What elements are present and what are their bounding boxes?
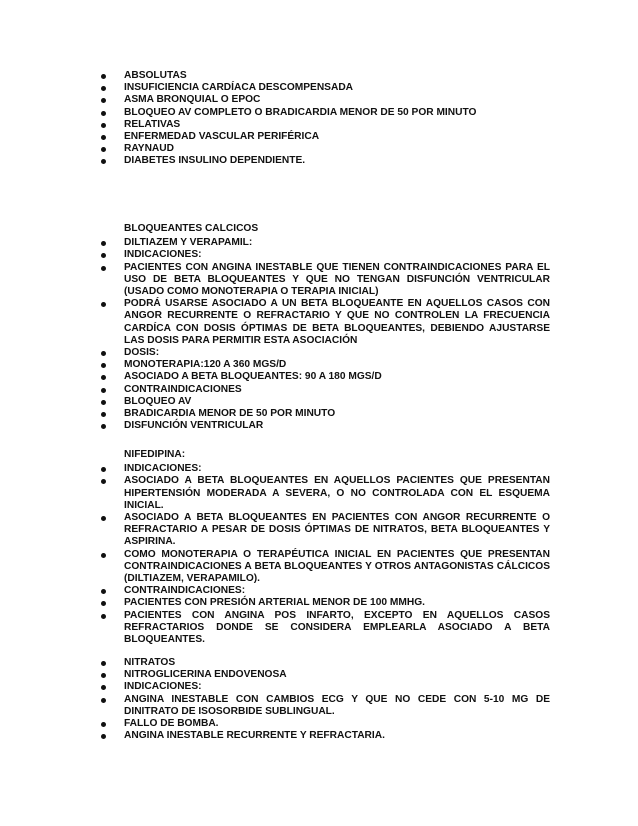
list-item: ANGINA INESTABLE CON CAMBIOS ECG Y QUE NO CEDE CON 5-10 MG DE DINITRATO DE ISOSORBIDE SUBLINGUAL. [0,694,550,718]
bullet-icon [101,516,106,521]
list-item: CONTRAINDICACIONES [0,384,550,396]
bullet-icon [101,388,106,393]
bullet-icon [101,412,106,417]
bullet-icon [101,424,106,429]
bullet-icon [101,147,106,152]
list-item: COMO MONOTERAPIA O TERAPÉUTICA INICIAL EN PACIENTES QUE PRESENTAN CONTRAINDICACIONES A BETA BLOQUEANTES Y OTROS ANTAGONISTAS CÁLCICOS (DILTIAZEM, VERAPAMILO). [0,549,550,586]
list-item: ASOCIADO A BETA BLOQUEANTES EN PACIENTES CON ANGOR RECURRENTE O REFRACTARIO A PESAR DE DOSIS ÓPTIMAS DE NITRATOS, BETA BLOQUEANTES Y ASPIRINA. [0,512,550,549]
list-item: MONOTERAPIA:120 A 360 MGS/D [0,359,550,371]
list-item: DILTIAZEM Y VERAPAMIL: [0,237,550,249]
bullet-icon [101,123,106,128]
list-item: INDICACIONES: [0,681,550,693]
bullet-icon [101,86,106,91]
list-item: BLOQUEO AV COMPLETO O BRADICARDIA MENOR DE 50 POR MINUTO [0,107,550,119]
bullet-icon [101,351,106,356]
bullet-icon [101,661,106,666]
list-item: PACIENTES CON ANGINA INESTABLE QUE TIENEN CONTRAINDICACIONES PARA EL USO DE BETA BLOQUEANTES Y QUE NO TENGAN DISFUNCIÓN VENTRICULAR (USADO COMO MONOTERAPIA O TERAPIA INICIAL) [0,262,550,299]
bullet-icon [101,467,106,472]
bullet-icon [101,74,106,79]
bullet-icon [101,375,106,380]
list-item: RAYNAUD [0,143,550,155]
bullet-icon [101,589,106,594]
bullet-icon [101,135,106,140]
calcium-blockers-list [0,237,638,432]
bullet-icon [101,479,106,484]
bullet-icon [101,601,106,606]
list-item: DISFUNCIÓN VENTRICULAR [0,420,550,432]
bullet-icon [101,98,106,103]
list-item: ASOCIADO A BETA BLOQUEANTES EN AQUELLOS PACIENTES QUE PRESENTAN HIPERTENSIÓN MODERADA A SEVERA, O NO CONTROLADA CON EL ESQUEMA INICIAL. [0,475,550,512]
section-heading: BLOQUEANTES CALCICOS [124,223,259,234]
list-item: INSUFICIENCIA CARDÍACA DESCOMPENSADA [0,82,550,94]
bullet-icon [101,614,106,619]
list-item: ABSOLUTAS [0,70,550,82]
bullet-icon [101,553,106,558]
list-item: INDICACIONES: [0,463,550,475]
nifedipine-list [0,463,638,646]
bullet-icon [101,241,106,246]
list-item: ENFERMEDAD VASCULAR PERIFÉRICA [0,131,550,143]
list-item: CONTRAINDICACIONES: [0,585,550,597]
list-item: PACIENTES CON ANGINA POS INFARTO, EXCEPTO EN AQUELLOS CASOS REFRACTARIOS DONDE SE CONSIDERA EMPLEARLA ASOCIADO A BETA BLOQUEANTES. [0,610,550,647]
list-item: ANGINA INESTABLE RECURRENTE Y REFRACTARIA. [0,730,550,742]
calcium-blockers-section [0,223,638,432]
list-item: NITRATOS [0,657,550,669]
list-item: DIABETES INSULINO DEPENDIENTE. [0,155,550,167]
nifedipine-section [0,449,638,646]
bullet-icon [101,685,106,690]
bullet-icon [101,722,106,727]
bullet-icon [101,266,106,271]
bullet-icon [101,673,106,678]
bullet-icon [101,734,106,739]
list-item: BLOQUEO AV [0,396,550,408]
list-item: RELATIVAS [0,119,550,131]
list-item: BRADICARDIA MENOR DE 50 POR MINUTO [0,408,550,420]
list-item: INDICACIONES: [0,249,550,261]
list-item: PACIENTES CON PRESIÓN ARTERIAL MENOR DE 100 MMHG. [0,597,550,609]
bullet-icon [101,698,106,703]
bullet-icon [101,253,106,258]
list-item: ASOCIADO A BETA BLOQUEANTES: 90 A 180 MGS/D [0,371,550,383]
list-item: ASMA BRONQUIAL O EPOC [0,94,550,106]
bullet-icon [101,159,106,164]
nitrates-list [0,657,638,742]
contraindications-list [0,70,638,168]
bullet-icon [101,363,106,368]
section-heading: NIFEDIPINA: [124,449,186,460]
list-item: PODRÁ USARSE ASOCIADO A UN BETA BLOQUEANTE EN AQUELLOS CASOS CON ANGOR RECURRENTE O REFRACTARIO Y QUE NO CONTROLEN LA FRECUENCIA CARDÍCA CON DOSIS ÓPTIMAS DE BETA BLOQUEANTES, DEBIENDO AJUSTARSE LAS DOSIS PARA PERMITIR ESTA ASOCIACIÓN [0,298,550,347]
bullet-icon [101,400,106,405]
bullet-icon [101,111,106,116]
list-item: NITROGLICERINA ENDOVENOSA [0,669,550,681]
list-item: FALLO DE BOMBA. [0,718,550,730]
bullet-icon [101,302,106,307]
list-item: DOSIS: [0,347,550,359]
